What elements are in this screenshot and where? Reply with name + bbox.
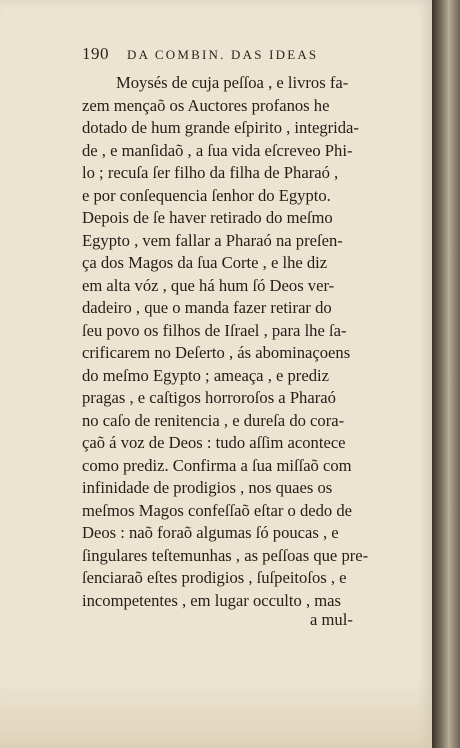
text-line: do meſmo Egypto ; ameaça , e prediz	[82, 365, 329, 385]
text-line: e por conſequencia ſenhor do Egypto.	[82, 185, 331, 205]
paper-stain	[0, 680, 432, 748]
text-line: Moysés de cuja peſſoa , e livros fa-	[116, 73, 349, 92]
text-line: dotado de hum grande eſpirito , integrida-	[82, 118, 359, 137]
text-line: Egypto , vem fallar a Pharaó na preſen-	[82, 230, 343, 250]
text-line: de , e manſidaõ , a ſua vida eſcreveo Phi-	[82, 140, 353, 160]
catchword: a mul-	[310, 610, 353, 629]
text-line: crificarem no Deſerto , ás abominaçoens	[82, 343, 351, 362]
text-line: infinidade de prodigios , nos quaes os	[82, 478, 333, 497]
text-line: Depois de ſe haver retirado do meſmo	[82, 208, 333, 227]
text-line: meſmos Magos confeſſaõ eſtar o dedo de	[82, 500, 353, 520]
text-line: Deos : naõ foraõ algumas ſó poucas , e	[82, 523, 339, 542]
text-line: incompetentes , em lugar occulto , mas	[82, 590, 341, 610]
text-line: lo ; recuſa ſer filho da filha de Pharaó ,	[82, 163, 339, 182]
page-edge-shadow	[432, 0, 460, 748]
text-line: ſingulares teſtemunhas , as peſſoas que pre-	[82, 545, 369, 565]
text-line: em alta vóz , que há hum ſó Deos ver-	[82, 275, 335, 295]
page-number: 190	[82, 44, 109, 63]
page-header	[82, 44, 382, 64]
text-line: çaõ á voz de Deos : tudo aſſim acontece	[82, 433, 346, 452]
text-line: ſenciaraõ eſtes prodigios , ſuſpeitoſos , e	[82, 568, 347, 587]
text-line: no caſo de renitencia , e dureſa do cora-	[82, 410, 345, 430]
text-line: zem mençaõ os Auctores profanos he	[82, 95, 330, 115]
running-head: DA COMBIN. DAS IDEAS	[127, 47, 319, 62]
text-line: ça dos Magos da ſua Corte , e lhe diz	[82, 253, 328, 272]
text-line: ſeu povo os filhos de Iſrael , para lhe ſa-	[82, 320, 347, 340]
text-line: pragas , e caſtigos horroroſos a Pharaó	[82, 388, 336, 407]
text-line: como prediz. Confirma a ſua miſſaõ com	[82, 455, 352, 475]
body-text	[82, 72, 374, 612]
text-line: dadeiro , que o manda fazer retirar do	[82, 298, 332, 317]
